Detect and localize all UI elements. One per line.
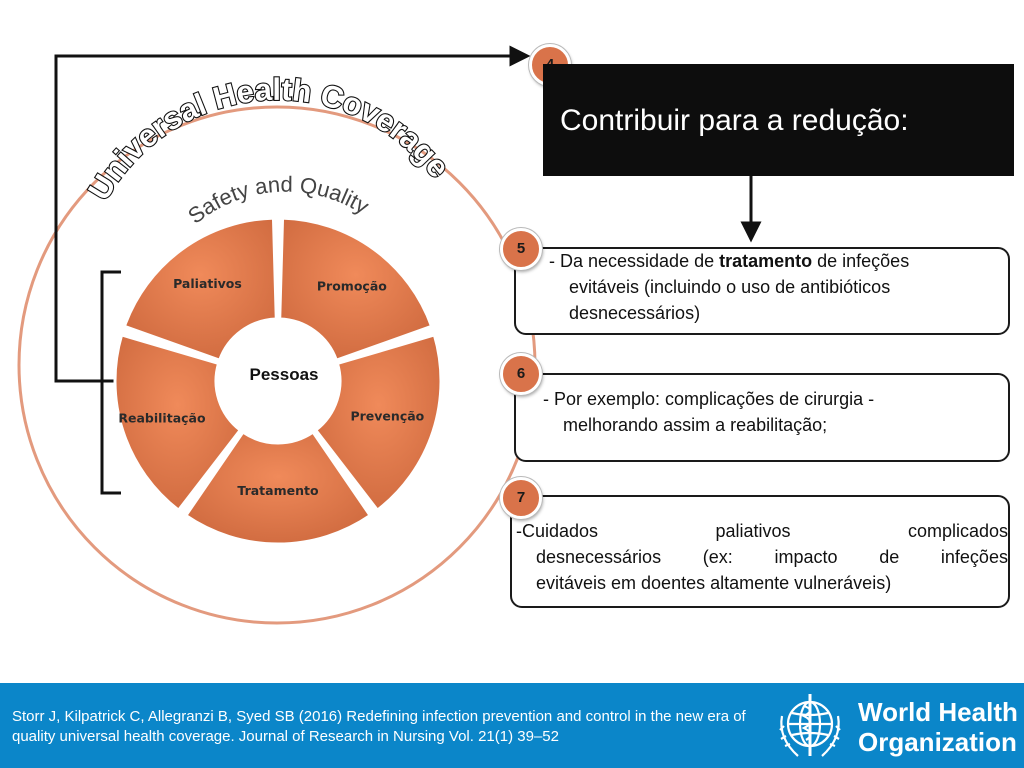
- card-7-line-3: evitáveis em doentes altamente vulneráveis): [536, 573, 892, 593]
- card-6-text: [543, 386, 1003, 438]
- step-badge-5: 5: [500, 228, 542, 270]
- segment-label-1: Prevenção: [350, 408, 425, 424]
- org-name-line-1: World Health: [858, 697, 1018, 727]
- org-name-line-2: Organization: [858, 727, 1017, 757]
- segment-label-3: Reabilitação: [118, 410, 206, 426]
- center-label: Pessoas: [249, 365, 319, 384]
- card-6-line-2: melhorando assim a reabilitação;: [563, 415, 828, 435]
- card-5-line-1: - Da necessidade de tratamento de infeções: [549, 251, 910, 271]
- segment-label-4: Paliativos: [173, 275, 242, 291]
- citation-text: Storr J, Kilpatrick C, Allegranzi B, Syed SB (2016) Redefining infection prevention and control in the new era of quality universal health coverage. Journal of Research in Nursing Vol. 21(1) 39–52: [12, 708, 746, 745]
- arc-subtitle: Safety and Quality: [183, 171, 374, 229]
- arc-title: Universal Health Coverage: [81, 71, 457, 206]
- who-emblem-icon: [770, 686, 850, 766]
- header-title: Contribuir para a redução:: [560, 104, 909, 137]
- step-badge-6: 6: [500, 353, 542, 395]
- step-badge-7: 7: [500, 477, 542, 519]
- card-7-line-1: -Cuidados paliativos complicados: [516, 521, 1008, 541]
- card-7-line-2: desnecessários (ex: impacto de infeções: [536, 547, 1008, 567]
- card-5-text: [549, 248, 1009, 326]
- segment-label-2: Tratamento: [237, 483, 319, 498]
- segment-label-0: Promoção: [316, 278, 387, 294]
- card-5-line-3: desnecessários): [569, 303, 701, 323]
- card-5-line-2: evitáveis (incluindo o uso de antibióticos: [569, 277, 891, 297]
- card-7-text: [516, 518, 1008, 596]
- card-6-line-1: - Por exemplo: complicações de cirurgia -: [543, 389, 875, 409]
